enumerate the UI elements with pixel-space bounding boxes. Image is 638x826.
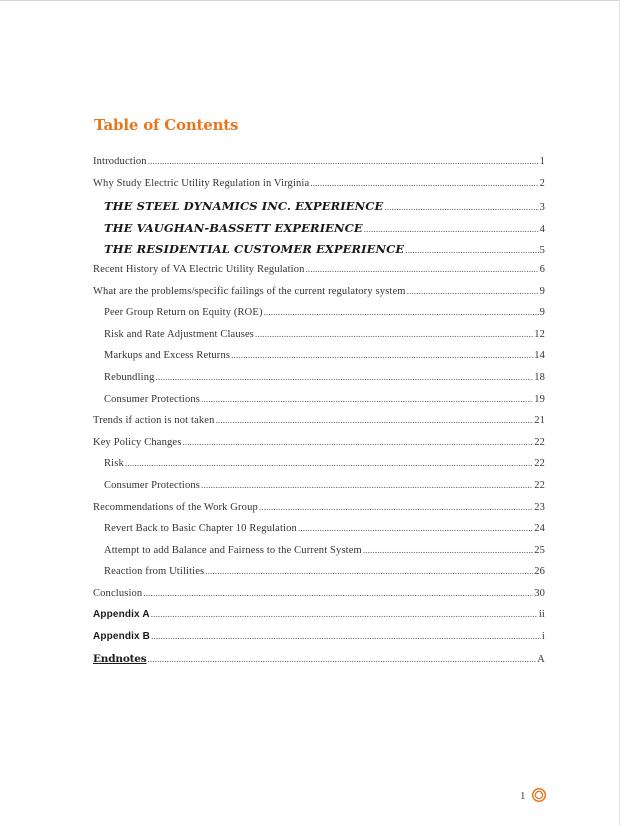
toc-entry-label: Risk and Rate Adjustment Clauses [104, 328, 255, 340]
toc-entry-label: Key Policy Changes [93, 436, 182, 448]
dot-leader [201, 394, 533, 404]
dot-leader [147, 654, 536, 664]
dot-leader [231, 350, 533, 360]
toc-entry-page: 23 [534, 501, 545, 513]
dot-leader [201, 480, 533, 490]
toc-entry[interactable] [93, 631, 545, 653]
dot-leader [407, 286, 539, 296]
toc-entry-page: 1 [539, 156, 545, 167]
dot-leader [125, 458, 533, 468]
toc-entry[interactable] [93, 178, 545, 200]
page-right-border [619, 0, 620, 826]
toc-entry-page: A [537, 653, 545, 665]
toc-entry[interactable] [93, 653, 545, 675]
toc-entry[interactable] [93, 286, 545, 308]
toc-entry-label: Conclusion [93, 587, 143, 599]
toc-entry-page: 22 [534, 436, 545, 448]
toc-heading: Table of Contents [94, 116, 239, 134]
toc-entry-label: Attempt to add Balance and Fairness to the Current System [104, 544, 362, 556]
toc-entry-page: i [541, 631, 545, 643]
toc-entry-label: THE STEEL DYNAMICS INC. EXPERIENCE [104, 199, 384, 214]
dot-leader [151, 631, 541, 641]
toc-entry[interactable] [93, 156, 545, 178]
toc-entry-label: Recent History of VA Electric Utility Regulation [93, 263, 305, 275]
toc-entry[interactable] [93, 199, 545, 221]
toc-entry[interactable] [93, 221, 545, 243]
toc-entry[interactable] [93, 372, 545, 394]
dot-leader [143, 588, 533, 598]
toc-entry-label: Rebundling [104, 371, 155, 383]
toc-entry-label: Revert Back to Basic Chapter 10 Regulation [104, 523, 297, 535]
dot-leader [264, 307, 539, 317]
toc-entry-label: Consumer Protections [104, 393, 201, 405]
toc-entry-page: 19 [534, 393, 545, 405]
dot-leader [216, 415, 534, 425]
toc-entry-page: 18 [534, 371, 545, 383]
toc-entry[interactable] [93, 523, 545, 545]
toc-entry[interactable] [93, 350, 545, 372]
toc-entry-label: THE RESIDENTIAL CUSTOMER EXPERIENCE [104, 242, 405, 257]
toc-entry-page: 4 [539, 223, 545, 235]
toc-entry-label: Appendix B [93, 631, 151, 643]
toc-entry[interactable] [93, 307, 545, 329]
toc-entry[interactable] [93, 480, 545, 502]
toc-entry-page: 3 [539, 202, 545, 214]
dot-leader [156, 372, 534, 382]
toc-entry-label: Trends if action is not taken [93, 415, 215, 427]
toc-entry-label: Appendix A [93, 609, 150, 621]
toc-entry-page: 21 [534, 415, 545, 427]
toc-entry[interactable] [93, 394, 545, 416]
toc-entry-label: What are the problems/specific failings of the current regulatory system [93, 285, 406, 297]
toc-entry-page: 2 [539, 177, 545, 189]
toc-entry[interactable] [93, 566, 545, 588]
dot-leader [148, 156, 539, 166]
dot-leader [405, 245, 538, 255]
toc-entry-page: 12 [534, 328, 545, 340]
dot-leader [310, 178, 538, 188]
toc-entry-label: Recommendations of the Work Group [93, 501, 258, 513]
toc-entry[interactable] [93, 545, 545, 567]
dot-leader [364, 224, 539, 234]
toc-entry[interactable] [93, 588, 545, 610]
dot-leader [205, 566, 533, 576]
dot-leader [306, 264, 539, 274]
toc-entry-label: Markups and Excess Returns [104, 350, 231, 362]
toc-entry[interactable] [93, 502, 545, 524]
dot-leader [298, 523, 533, 533]
toc-entry[interactable] [93, 458, 545, 480]
dot-leader [255, 329, 533, 339]
toc-entry-label: Reaction from Utilities [104, 566, 205, 578]
toc-entry-label: Endnotes [93, 652, 147, 665]
dot-leader [259, 502, 533, 512]
page-top-border [0, 0, 620, 3]
dot-leader [384, 202, 538, 212]
toc-entry-label: Introduction [93, 156, 147, 167]
toc-list [93, 156, 545, 674]
toc-entry-label: Peer Group Return on Equity (ROE) [104, 307, 263, 319]
toc-entry-page: 26 [534, 566, 545, 578]
circle-icon [531, 787, 547, 803]
toc-entry-page: 9 [539, 285, 545, 297]
toc-entry-page: 22 [534, 479, 545, 491]
toc-entry-label: THE VAUGHAN-BASSETT EXPERIENCE [104, 220, 363, 235]
dot-leader [182, 437, 533, 447]
toc-entry[interactable] [93, 242, 545, 264]
toc-entry-page: 24 [534, 523, 545, 535]
toc-entry[interactable] [93, 329, 545, 351]
dot-leader [363, 545, 533, 555]
toc-entry-label: Why Study Electric Utility Regulation in Virginia [93, 177, 310, 189]
toc-entry-page: 14 [534, 350, 545, 362]
toc-entry-page: 5 [539, 245, 545, 257]
dot-leader [151, 609, 538, 619]
toc-entry[interactable] [93, 264, 545, 286]
toc-entry-page: 6 [539, 263, 545, 275]
footer-page-number: 1 [520, 790, 526, 802]
toc-entry-page: ii [538, 609, 545, 621]
toc-entry[interactable] [93, 609, 545, 631]
toc-entry[interactable] [93, 437, 545, 459]
toc-entry-label: Consumer Protections [104, 479, 201, 491]
toc-entry-page: 9 [539, 307, 545, 319]
toc-entry-label: Risk [104, 458, 124, 470]
toc-entry[interactable] [93, 415, 545, 437]
toc-entry-page: 30 [534, 587, 545, 599]
toc-entry-page: 22 [534, 458, 545, 470]
toc-entry-page: 25 [534, 544, 545, 556]
